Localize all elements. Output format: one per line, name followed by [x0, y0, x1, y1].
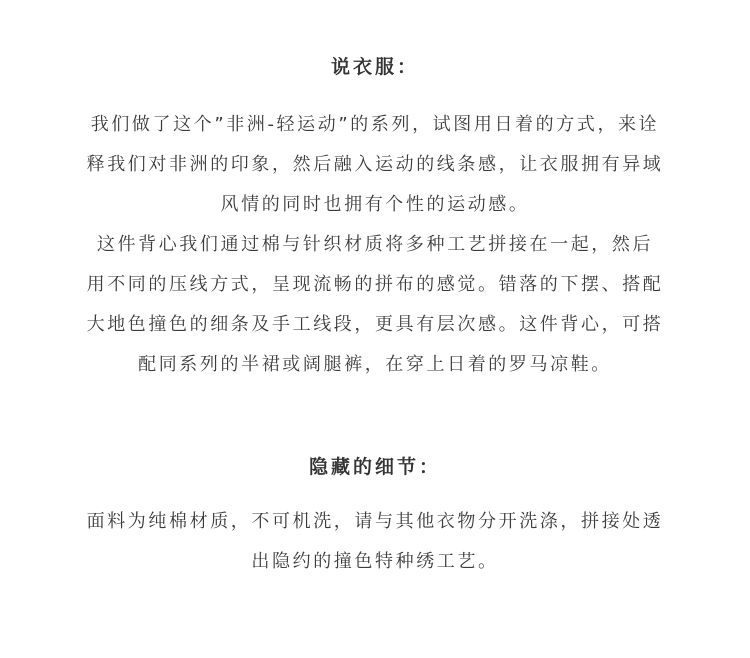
details-description — [0, 502, 750, 582]
description-line: 我们做了这个”非洲-轻运动”的系列，试图用日着的方式，来诠 — [90, 114, 660, 135]
description-line: 配同系列的半裙或阔腿裤，在穿上日着的罗马凉鞋。 — [138, 354, 612, 375]
description-line: 风情的同时也拥有个性的运动感。 — [220, 194, 530, 215]
clothes-heading: 说衣服： — [330, 56, 419, 78]
details-heading: 隐藏的细节： — [308, 456, 441, 478]
description-line: 这件背心我们通过棉与针织材质将多种工艺拼接在一起，然后 — [96, 234, 654, 255]
description-line: 用不同的压线方式，呈现流畅的拼布的感觉。错落的下摆、搭配 — [86, 274, 664, 295]
details-line: 出隐约的撞色特种绣工艺。 — [251, 551, 499, 572]
clothes-description — [0, 105, 750, 385]
details-line: 面料为纯棉材质，不可机洗，请与其他衣物分开洗涤，拼接处透 — [86, 511, 664, 532]
description-line: 大地色撞色的细条及手工线段，更具有层次感。这件背心，可搭 — [86, 314, 664, 335]
description-line: 释我们对非洲的印象，然后融入运动的线条感，让衣服拥有异域 — [86, 154, 664, 175]
